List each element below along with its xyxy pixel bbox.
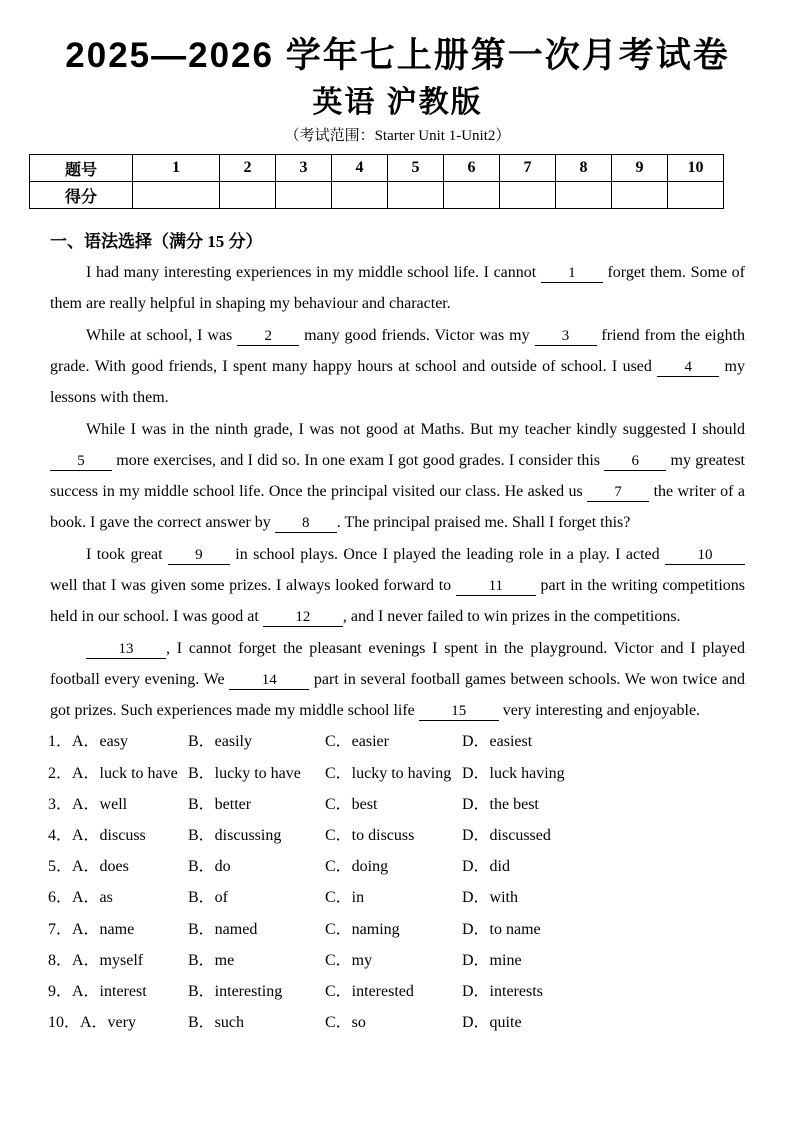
option-row <box>48 914 745 945</box>
option-choice-b: B．discussing <box>188 826 282 844</box>
option-number-and-choice-a: 8．A．myself <box>48 951 144 969</box>
cloze-blank-9: 9 <box>168 545 230 565</box>
option-choice-d: D．mine <box>462 951 522 969</box>
score-cell <box>276 182 332 209</box>
option-choice-b: B．named <box>188 920 258 938</box>
option-choice-b: B．me <box>188 951 235 969</box>
passage-paragraph: While I was in the ninth grade, I was not good at Maths. But my teacher kindly suggested I should 5 more exercises, and I did so. In one exam I got good grades. I consider this 6 my greatest success in my middle school life. Once the principal visited our class. He asked us 7 the writer of a book. I gave the correct answer by 8 . The principal praised me. Shall I forget this? <box>50 421 745 532</box>
passage-paragraph: While at school, I was 2 many good friends. Victor was my 3 friend from the eighth grade. With good friends, I spent many happy hours at school and outside of school. I used 4 my lessons with them. <box>50 327 746 407</box>
option-choice-d: D．interests <box>462 982 543 1000</box>
option-choice-c: C．best <box>325 795 378 813</box>
cloze-blank-2: 2 <box>237 326 299 346</box>
option-row <box>48 726 745 757</box>
option-choice-b: B．interesting <box>188 982 283 1000</box>
exam-title: 2025—2026 学年七上册第一次月考试卷 <box>65 36 730 75</box>
option-choice-b: B．lucky to have <box>188 764 301 782</box>
option-choice-b: B．do <box>188 858 231 876</box>
option-choice-c: C．my <box>325 951 373 969</box>
question-number-cell: 4 <box>332 155 388 182</box>
cloze-blank-13: 13 <box>86 639 166 659</box>
question-number-cell: 8 <box>556 155 612 182</box>
option-row <box>48 1007 745 1038</box>
option-choice-c: C．easier <box>325 733 389 751</box>
option-choice-c: C．to discuss <box>325 826 415 844</box>
passage-paragraph: 13 , I cannot forget the pleasant evenings I spent in the playground. Victor and I played football every evening. We 14 part in several football games between schools. We won twice and got prizes. Such experiences made my middle school life 15 very interesting and enjoyable. <box>50 640 746 720</box>
cloze-blank-5: 5 <box>50 451 112 471</box>
option-choice-c: C．naming <box>325 920 400 938</box>
section-heading: 一、语法选择（满分 15 分） <box>50 232 263 252</box>
cloze-blank-4: 4 <box>657 357 719 377</box>
option-choice-d: D．with <box>462 889 519 907</box>
option-row <box>48 758 745 789</box>
cloze-blank-14: 14 <box>229 670 309 690</box>
option-choice-c: C．interested <box>325 982 414 1000</box>
option-number-and-choice-a: 2．A．luck to have <box>48 764 178 782</box>
option-row <box>48 882 745 913</box>
option-choice-b: B．better <box>188 795 252 813</box>
score-cell <box>332 182 388 209</box>
option-choice-b: B．easily <box>188 733 252 751</box>
question-number-cell: 6 <box>444 155 500 182</box>
question-number-cell: 2 <box>220 155 276 182</box>
options-list <box>50 726 745 1038</box>
option-number-and-choice-a: 4．A．discuss <box>48 826 146 844</box>
question-number-cell: 5 <box>388 155 444 182</box>
option-row <box>48 820 745 851</box>
option-row <box>48 789 745 820</box>
cloze-blank-11: 11 <box>456 576 536 596</box>
option-choice-d: D．easiest <box>462 733 533 751</box>
option-number-and-choice-a: 1．A．easy <box>48 733 128 751</box>
cloze-blank-3: 3 <box>535 326 597 346</box>
option-row <box>48 945 745 976</box>
option-choice-d: D．did <box>462 858 511 876</box>
cloze-blank-15: 15 <box>419 701 499 721</box>
option-number-and-choice-a: 3．A．well <box>48 795 128 813</box>
option-choice-c: C．so <box>325 1014 366 1032</box>
question-number-cell: 7 <box>500 155 556 182</box>
score-cell <box>444 182 500 209</box>
score-cell <box>556 182 612 209</box>
score-cell <box>500 182 556 209</box>
option-number-and-choice-a: 9．A．interest <box>48 982 147 1000</box>
option-number-and-choice-a: 5．A．does <box>48 858 129 876</box>
option-choice-d: D．luck having <box>462 764 565 782</box>
option-row <box>48 976 745 1007</box>
option-choice-b: B．such <box>188 1014 245 1032</box>
option-choice-d: D．the best <box>462 795 539 813</box>
question-number-label: 题号 <box>30 155 133 182</box>
cloze-blank-7: 7 <box>587 482 649 502</box>
score-cell <box>668 182 724 209</box>
cloze-blank-1: 1 <box>541 263 603 283</box>
cloze-blank-6: 6 <box>604 451 666 471</box>
option-choice-c: C．lucky to having <box>325 764 452 782</box>
exam-subject-title: 英语 沪教版 <box>312 85 483 119</box>
passage-paragraph: I took great 9 in school plays. Once I played the leading role in a play. I acted 10 well that I was given some prizes. I always looked forward to 11 part in the writing competitions held in our school. I was good at 12 , and I never failed to win prizes in the competitions. <box>50 546 745 626</box>
cloze-blank-12: 12 <box>263 607 343 627</box>
option-choice-c: C．in <box>325 889 365 907</box>
score-cell <box>612 182 668 209</box>
score-label: 得分 <box>30 182 133 209</box>
question-number-cell: 10 <box>668 155 724 182</box>
option-number-and-choice-a: 7．A．name <box>48 920 135 938</box>
passage-paragraph: I had many interesting experiences in my middle school life. I cannot 1 forget them. Some of them are really helpful in shaping my behaviour and character. <box>50 264 745 313</box>
option-number-and-choice-a: 6．A．as <box>48 889 113 907</box>
question-number-cell: 1 <box>133 155 220 182</box>
score-value-row <box>30 182 793 209</box>
option-choice-b: B．of <box>188 889 229 907</box>
question-number-cell: 9 <box>612 155 668 182</box>
score-header-row <box>30 155 793 182</box>
cloze-blank-8: 8 <box>275 513 337 533</box>
score-cell <box>388 182 444 209</box>
option-choice-c: C．doing <box>325 858 389 876</box>
score-table <box>29 154 793 209</box>
option-choice-d: D．to name <box>462 920 541 938</box>
option-choice-d: D．quite <box>462 1014 522 1032</box>
exam-scope-note: （考试范围：Starter Unit 1-Unit2） <box>284 128 511 145</box>
score-cell <box>133 182 220 209</box>
option-row <box>48 851 745 882</box>
passage <box>50 257 745 726</box>
cloze-blank-10: 10 <box>665 545 745 565</box>
score-cell <box>220 182 276 209</box>
question-number-cell: 3 <box>276 155 332 182</box>
option-number-and-choice-a: 10．A．very <box>48 1014 136 1032</box>
option-choice-d: D．discussed <box>462 826 551 844</box>
